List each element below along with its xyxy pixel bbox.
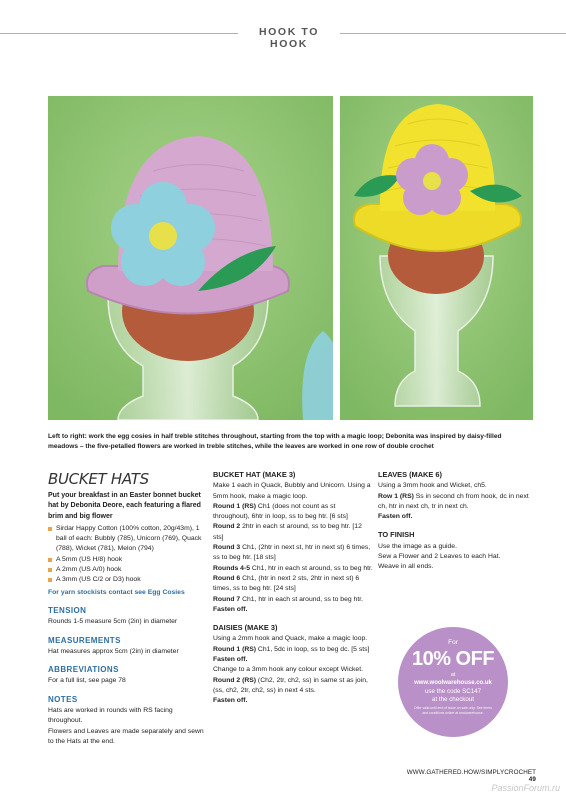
notes-heading: NOTES xyxy=(48,694,78,704)
footer-url[interactable]: WWW.GATHERED.HOW/SIMPLYCROCHET xyxy=(406,769,536,776)
material-item: A 2mm (US A/0) hook xyxy=(48,565,204,575)
finish-step: Sew a Flower and 2 Leaves to each Hat. xyxy=(378,553,501,561)
yarn-stockists-note: For yarn stockists contact see Egg Cosies xyxy=(48,588,185,596)
round-label: Round 6 xyxy=(213,574,241,582)
material-item: A 5mm (US H/8) hook xyxy=(48,555,204,565)
pattern-round xyxy=(213,676,373,697)
round-label: Round 1 (RS) xyxy=(213,502,257,510)
yellow-hat-illustration xyxy=(340,96,533,420)
header-rule-left xyxy=(0,33,238,34)
round-label: Round 2 (RS) xyxy=(213,676,257,684)
leaves-intro: Using a 3mm hook and Wicket, ch5. xyxy=(378,482,487,490)
pattern-round xyxy=(213,522,373,543)
discount-badge[interactable] xyxy=(398,627,508,737)
pattern-intro: Put your breakfast in an Easter bonnet bucket hat by Debonita Deore, each featuring a flared brim and big flower xyxy=(48,492,201,520)
finish-step: Weave in all ends. xyxy=(378,563,434,571)
round-text: Ch1, htr in each st around, ss to beg htr. xyxy=(240,595,363,603)
round-text: Ch1, (htr in next 2 sts, 2htr in next st) 6 times, ss to beg htr. [24 sts] xyxy=(213,574,360,593)
round-text: 2htr in each st around, ss to beg htr. [12 sts] xyxy=(213,523,362,541)
header-rule-right xyxy=(340,33,566,34)
abbreviations-heading: ABBREVIATIONS xyxy=(48,665,119,675)
round-label: Round 3 xyxy=(213,544,241,552)
badge-for: For xyxy=(448,639,458,646)
fasten-off-note: Fasten off. xyxy=(213,656,248,664)
materials-list xyxy=(48,524,204,586)
column-leaves-finish xyxy=(378,470,536,573)
leaves-heading: LEAVES (MAKE 6) xyxy=(378,470,442,479)
badge-fine-print: Offer valid until end of issue on sale only. See terms and conditions online at woolwarehouse. xyxy=(414,706,492,715)
page-footer xyxy=(400,769,536,783)
material-item: A 3mm (US C/2 or D3) hook xyxy=(48,575,204,585)
caption-text: Left to right: work the egg cosies in half treble stitches throughout, starting from the top with a magic loop; Debonita was inspired by daisy-filled meadows – the five-petalled flowers are worked in treble stitches, while the leaves are worked in one row of double crochet xyxy=(48,433,502,450)
bucket-hat-intro: Make 1 each in Quack, Bubbly and Unicorn. Using a 5mm hook, make a magic loop. xyxy=(213,482,371,500)
photo-yellow-bucket-hat xyxy=(340,96,533,420)
round-label: Round 2 xyxy=(213,523,241,531)
fasten-off-note: Fasten off. xyxy=(213,605,248,613)
daisies-change-hook: Change to a 3mm hook any colour except Wicket. xyxy=(213,666,363,674)
fasten-off-note: Fasten off. xyxy=(213,697,248,705)
pattern-round xyxy=(213,502,373,523)
finish-step: Use the image as a guide. xyxy=(378,542,457,550)
column-materials xyxy=(48,470,204,747)
abbreviations-text: For a full list, see page 78 xyxy=(48,677,126,685)
finish-heading: TO FINISH xyxy=(378,530,415,540)
pattern-round xyxy=(378,492,536,513)
section-header xyxy=(0,24,566,50)
round-label: Round 7 xyxy=(213,595,241,603)
round-text: Ch1, htr in each st around, ss to beg htr. xyxy=(250,564,373,572)
photo-pink-bucket-hat xyxy=(48,96,333,420)
watermark: PassionForum.ru xyxy=(491,783,560,793)
round-text: Ch1 (does not count as st throughout), 6htr in loop, ss to beg htr. [6 sts] xyxy=(213,502,348,521)
daisies-intro: Using a 2mm hook and Quack, make a magic loop. xyxy=(213,635,368,643)
round-text: Ss in second ch from hook, dc in next ch, htr in next ch, tr in next ch. xyxy=(378,492,529,510)
photo-caption xyxy=(48,432,533,452)
daisies-heading: DAISIES (MAKE 3) xyxy=(213,623,278,633)
round-label: Round 1 (RS) xyxy=(213,645,257,653)
pattern-round xyxy=(213,645,373,655)
pattern-round xyxy=(213,543,373,564)
fasten-off-note: Fasten off. xyxy=(378,513,413,521)
bucket-hat-heading: BUCKET HAT (MAKE 3) xyxy=(213,470,296,479)
measurements-text: Hat measures approx 5cm (2in) in diameter xyxy=(48,647,179,655)
notes-text-1: Hats are worked in rounds with RS facing throughout. xyxy=(48,707,173,725)
column-hat-pattern xyxy=(213,470,373,707)
round-text: Ch1, (2htr in next st, htr in next st) 6 times, ss to beg htr. [18 sts] xyxy=(213,544,371,562)
notes-text-2: Flowers and Leaves are made separately and sewn to the Hats at the end. xyxy=(48,727,204,745)
badge-checkout: at the checkout xyxy=(432,696,474,703)
badge-url[interactable]: www.woolwarehouse.co.uk xyxy=(414,680,492,686)
badge-code: use the code SC147 xyxy=(424,688,482,695)
round-label: Row 1 (RS) xyxy=(378,492,414,500)
material-item: Sirdar Happy Cotton (100% cotton, 20g/43m), 1 ball of each: Bubbly (785), Unicorn (769), Quack (788), Wicket (781), Melon (794) xyxy=(48,524,204,555)
pattern-title: BUCKET HATS xyxy=(48,470,149,488)
pattern-round xyxy=(213,595,373,605)
tension-heading: TENSION xyxy=(48,605,87,615)
badge-at: at xyxy=(450,672,456,678)
section-title: HOOK TO HOOK xyxy=(258,26,319,50)
round-label: Rounds 4-5 xyxy=(213,564,251,572)
pattern-round xyxy=(213,574,373,595)
page-number: 49 xyxy=(528,776,536,783)
round-text: Ch1, 5dc in loop, ss to beg dc. [5 sts] xyxy=(256,645,370,653)
badge-discount: 10% OFF xyxy=(411,648,495,670)
tension-text: Rounds 1-5 measure 5cm (2in) in diameter xyxy=(48,618,178,626)
pattern-round xyxy=(213,564,373,574)
pink-hat-illustration xyxy=(48,96,333,420)
round-text: (Ch2, 2tr, ch2, ss) in same st as join, (ss, ch2, 2tr, ch2, ss) in next 4 sts. xyxy=(213,676,368,694)
measurements-heading: MEASUREMENTS xyxy=(48,635,121,645)
